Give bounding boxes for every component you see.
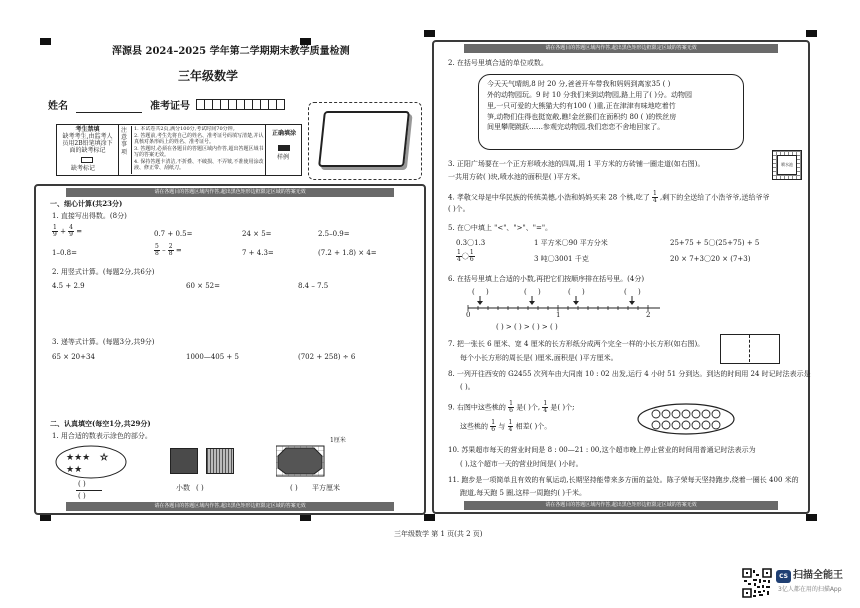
number-line-figure bbox=[464, 286, 664, 316]
q1-item[interactable]: 7 + 4.3= bbox=[242, 249, 274, 257]
registration-mark bbox=[424, 30, 435, 37]
exam-title: 浑源县 2024–2025 学年第二学期期末教学质量检测 bbox=[112, 46, 350, 57]
svg-text:☆: ☆ bbox=[100, 453, 109, 463]
svg-text:): ) bbox=[638, 288, 641, 296]
rectangle-figure bbox=[720, 334, 780, 364]
q8-text: 8. 一列开往西安的 G2455 次列车由大同南 10 : 02 出发,运行 4 小时 51 分到达。到达的时间用 24 时记时法表示是 bbox=[448, 370, 811, 378]
warning-band: 请在各题目的答题区域内作答,超出黑色矩形边框限定区域的答案无效 bbox=[66, 502, 394, 511]
registration-mark bbox=[806, 30, 817, 37]
notes-label: 注意事项 bbox=[121, 127, 128, 156]
q3-item[interactable]: 65 × 20+34 bbox=[52, 353, 95, 361]
q9-text-2[interactable]: 这些桃的 $\frac{1}{6}$ 与 $\frac{1}{4}$ 相差( )个。 bbox=[460, 419, 552, 433]
stars-answer[interactable]: ( ) bbox=[78, 480, 86, 488]
axis-label: 2 bbox=[646, 311, 651, 319]
admission-number-boxes[interactable] bbox=[196, 99, 284, 112]
fill-example-label: 正确填涂 bbox=[271, 130, 296, 137]
q3-answer[interactable]: 一共用方砖( )块,喷水池的面积是( )平方米。 bbox=[448, 173, 585, 181]
decimal-answer[interactable]: ( ) bbox=[196, 484, 204, 492]
registration-mark bbox=[424, 514, 435, 521]
peaches-figure bbox=[636, 402, 736, 436]
q6-order-answer[interactable]: ( ) > ( ) > ( ) > ( ) bbox=[496, 323, 558, 331]
q2-title: 2. 用竖式计算。(每题2分,共6分) bbox=[52, 268, 155, 276]
svg-text:(: ( bbox=[568, 288, 571, 296]
q1-fraction-item[interactable]: $\frac{1}{9}$ + $\frac{4}{9}$ = bbox=[53, 224, 83, 238]
decimal-label: 小数 bbox=[176, 484, 190, 492]
info-table bbox=[56, 124, 302, 176]
note-item: 2. 答题前,考生先将自己的姓名、准考证号码填写清楚,并认真核对条形码上的姓名、准考证号。 bbox=[134, 132, 264, 145]
stars-fraction-bar bbox=[76, 490, 102, 491]
absent-mark-label: 缺考标记 bbox=[71, 165, 96, 172]
shaded-square bbox=[170, 448, 198, 474]
qr-code[interactable] bbox=[742, 568, 772, 598]
q4-title: 1. 用合适的数表示涂色的部分。 bbox=[52, 432, 152, 440]
absent-mark-box[interactable] bbox=[81, 157, 93, 163]
q6-title: 6. 在括号里填上合适的小数,再把它们按顺序排在括号里。(4分) bbox=[448, 275, 645, 283]
octagon-grid-figure bbox=[276, 444, 336, 478]
svg-text:): ) bbox=[538, 288, 541, 296]
q1-item[interactable]: (7.2 + 1.8) × 4= bbox=[318, 249, 377, 257]
fountain-figure bbox=[772, 150, 802, 180]
registration-mark bbox=[40, 38, 51, 45]
subject-title: 三年级数学 bbox=[178, 69, 239, 83]
q3-text: 3. 正阳广场要在一个正方形喷水池的四周,用 1 平方米的方砖铺一圈走道(如右图)。 bbox=[448, 160, 705, 168]
q2-item[interactable]: 60 × 52= bbox=[186, 282, 220, 290]
barcode-area bbox=[308, 102, 422, 180]
q1-fraction-item[interactable]: $\frac{5}{8}$ – $\frac{2}{8}$ = bbox=[155, 243, 182, 257]
q3-item[interactable]: 1000—405 + 5 bbox=[186, 353, 239, 361]
passage-line[interactable]: 笋,动物们住得也挺宽敞,瞧!金丝猴们在面积约 80 ( )的铁丝房 bbox=[487, 112, 677, 121]
striped-square bbox=[206, 448, 234, 474]
q1-item[interactable]: 24 × 5= bbox=[242, 230, 272, 238]
name-label: 姓名 bbox=[48, 101, 68, 112]
passage-line: 间里攀爬跳跃……参观完动物园,我们恋恋不舍地回家了。 bbox=[487, 123, 665, 132]
q2-item[interactable]: 4.5 + 2.9 bbox=[52, 282, 85, 290]
stars-figure bbox=[54, 444, 128, 480]
svg-text:): ) bbox=[582, 288, 585, 296]
fill-example bbox=[265, 125, 302, 175]
fountain-label: 喷水池 bbox=[781, 162, 793, 167]
scale-label: 1厘米 bbox=[330, 437, 346, 444]
admission-label: 准考证号 bbox=[150, 101, 190, 112]
left-answer-panel bbox=[34, 184, 426, 515]
svg-text:(: ( bbox=[472, 288, 475, 296]
area-answer[interactable]: ( ) bbox=[290, 484, 298, 492]
q10-answer[interactable]: ( ),这个超市一天的营业时间是( )小时。 bbox=[460, 460, 583, 468]
area-unit-label: 平方厘米 bbox=[312, 484, 340, 492]
passage-line[interactable]: 里,一只可爱的大熊猫大约有100 ( )重,正在津津有味地吃着竹 bbox=[487, 101, 676, 110]
q7-answer[interactable]: 每个小长方形的周长是( )厘米,面积是( )平方厘米。 bbox=[460, 354, 618, 362]
registration-mark bbox=[806, 514, 817, 521]
svg-text:): ) bbox=[486, 288, 489, 296]
q9-text[interactable]: 9. 右图中这些桃的 $\frac{1}{6}$ 是( )个, $\frac{1}{4}$ 是( )个; bbox=[448, 400, 575, 414]
q5-compare[interactable]: 25+75 + 5〇(25+75) + 5 bbox=[670, 239, 760, 247]
q2-title: 2. 在括号里填合适的单位或数。 bbox=[448, 59, 548, 67]
stars-answer[interactable]: ( ) bbox=[78, 492, 86, 500]
fill-example-sub: 样例 bbox=[277, 154, 290, 161]
q4-text[interactable]: 4. 孝敬父母是中华民族的传统美德,小浩和妈妈买来 28 个桃,吃了 $\frac{1}{4}$ ,剩下的全送给了小浩爷爷,送给爷爷 bbox=[448, 190, 770, 204]
warning-band: 请在各题目的答题区域内作答,超出黑色矩形边框限定区域的答案无效 bbox=[464, 44, 778, 53]
q5-compare[interactable]: 20 × 7+3〇20 × (7+3) bbox=[670, 255, 751, 263]
q1-item[interactable]: 0.7 + 0.5= bbox=[154, 230, 193, 238]
axis-label: 1 bbox=[556, 311, 561, 319]
svg-text:★★★: ★★★ bbox=[66, 453, 91, 463]
notes-list bbox=[131, 126, 265, 174]
q10-text: 10. 苏果超市每天的营业时间是 8 : 00—21 : 00,这个超市晚上停止营业的时间用普通记时法表示为 bbox=[448, 446, 756, 454]
q8-answer[interactable]: ( )。 bbox=[460, 383, 475, 391]
registration-mark bbox=[300, 514, 311, 521]
q2-item[interactable]: 8.4 – 7.5 bbox=[298, 282, 329, 290]
q5-compare[interactable]: 3 吨〇3001 千克 bbox=[534, 255, 589, 263]
passage-line[interactable]: 今天天气晴朗,8 时 20 分,爸爸开车带我和妈妈到离家35 ( ) bbox=[487, 80, 671, 88]
right-answer-panel bbox=[432, 40, 810, 514]
filled-example-box bbox=[278, 145, 290, 151]
q5-compare[interactable]: 0.3〇1.3 bbox=[456, 239, 486, 247]
q5-title: 5. 在〇中填上 "<"、">"、"="。 bbox=[448, 224, 553, 232]
candidate-box-text: 缺考考生,由监考人员用2B铅笔填涂下面的缺考标记 bbox=[62, 132, 113, 154]
q7-text: 7. 把一张长 6 厘米、宽 4 厘米的长方形纸分成两个完全一样的小长方形(如右图)。 bbox=[448, 340, 705, 348]
note-item: 4. 保持答题卡清洁,不折叠、不破损、不弄皱,不准使用涂改液、修正带、刮纸刀。 bbox=[134, 158, 264, 171]
brand-name: 扫描全能王 bbox=[793, 570, 843, 581]
page-number: 三年级数学 第 1 页(共 2 页) bbox=[394, 530, 483, 538]
warning-band: 请在各题目的答题区域内作答,超出黑色矩形边框限定区域的答案无效 bbox=[464, 501, 778, 510]
passage-box bbox=[478, 74, 744, 150]
note-item: 1. 本试卷共2页,满分100分,考试时间70分钟。 bbox=[134, 126, 238, 132]
registration-mark bbox=[40, 514, 51, 521]
barcode-sticker bbox=[318, 111, 410, 167]
q5-compare[interactable]: 1 平方米〇90 平方分米 bbox=[534, 239, 608, 247]
q1-item[interactable]: 2.5–0.9= bbox=[318, 230, 350, 238]
brand-tagline: 3亿人都在用的扫描App bbox=[778, 586, 842, 593]
registration-mark bbox=[300, 38, 311, 45]
note-item: 3. 答题时,必须在各题目的答题区域内作答,超出答题区域书写的答案无效。 bbox=[134, 145, 264, 158]
q5-compare-fraction[interactable]: $\frac{1}{4}$ 〇 $\frac{1}{6}$ bbox=[457, 249, 474, 263]
warning-band: 请在各题目的答题区域内作答,超出黑色矩形边框限定区域的答案无效 bbox=[66, 188, 394, 197]
q1-item[interactable]: 1–0.8= bbox=[52, 249, 77, 257]
axis-label: 0 bbox=[466, 311, 471, 319]
cs-scanner-icon: CS bbox=[776, 570, 791, 583]
q11-answer[interactable]: 跑道,每天跑 5 圈,这样一周跑约( )千米。 bbox=[460, 489, 587, 497]
q11-text: 11. 跑步是一项简单且有效的有氧运动,长期坚持能带来多方面的益处。陈子荣每天坚持跑步,绕着一圈长 400 米的 bbox=[448, 476, 799, 484]
q4-answer[interactable]: ( )个。 bbox=[448, 205, 470, 213]
svg-text:(: ( bbox=[624, 288, 627, 296]
section2-title: 二、认真填空(每空1分,共29分) bbox=[50, 419, 151, 428]
section1-title: 一、细心计算(共23分) bbox=[50, 199, 123, 208]
passage-line[interactable]: 外的动物园玩。9 时 10 分我们来到动物园,路上用了( )分。动物园 bbox=[487, 90, 692, 99]
q3-item[interactable]: (702 + 258) ÷ 6 bbox=[298, 353, 356, 361]
name-field[interactable] bbox=[76, 112, 142, 113]
svg-text:(: ( bbox=[524, 288, 527, 296]
q1-title: 1. 直接写出得数。(8分) bbox=[52, 212, 127, 220]
candidate-box-title: 考生禁填 bbox=[75, 126, 100, 133]
svg-text:★★: ★★ bbox=[66, 465, 83, 475]
candidate-box bbox=[57, 125, 119, 175]
q3-title: 3. 递等式计算。(每题3分,共9分) bbox=[52, 338, 155, 346]
